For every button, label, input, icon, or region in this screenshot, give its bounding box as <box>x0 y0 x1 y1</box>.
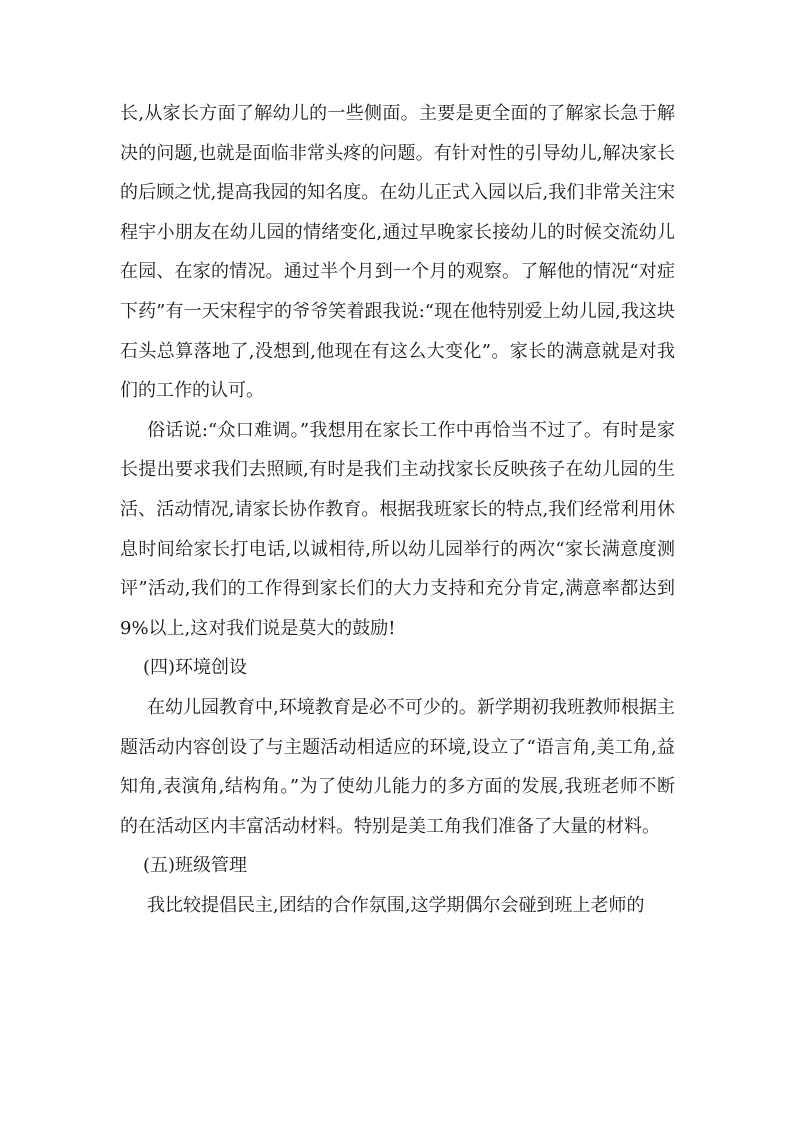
paragraph-environment: 在幼儿园教育中,环境教育是必不可少的。新学期初我班教师根据主题活动内容创设了与主题活动相适应的环境,设立了“语言角,美工角,益知角,表演角,结构角。”为了使幼儿能力的多方面的发展,我班老师不断的在活动区内丰富活动材料。特别是美工角我们准备了大量的材料。 <box>120 696 675 837</box>
section-heading-class-management: (五)班级管理 <box>143 855 248 877</box>
section-heading-environment: (四)环境创设 <box>143 657 248 679</box>
paragraph-parent-communication: 长,从家长方面了解幼儿的一些侧面。主要是更全面的了解家长急于解决的问题,也就是面临非常头疼的问题。有针对性的引导幼儿,解决家长的后顾之忧,提高我园的知名度。在幼儿正式入园以后,我们非常关注宋程宇小朋友在幼儿园的情绪变化,通过早晚家长接幼儿的时候交流幼儿在园、在家的情况。通过半个月到一个月的观察。了解他的情况“对症下药”有一天宋程宇的爷爷笑着跟我说:“现在他特别爱上幼儿园,我这块石头总算落地了,没想到,他现在有这么大变化”。家长的满意就是对我们的工作的认可。 <box>120 103 675 402</box>
paragraph-class-management: 我比较提倡民主,团结的合作氛围,这学期偶尔会碰到班上老师的 <box>147 894 645 916</box>
paragraph-parent-work: 俗话说:“众口难调。”我想用在家长工作中再恰当不过了。有时是家长提出要求我们去照顾,有时是我们主动找家长反映孩子在幼儿园的生活、活动情况,请家长协作教育。根据我班家长的特点,我们经常利用休息时间给家长打电话,以诚相待,所以幼儿园举行的两次“家长满意度测评”活动,我们的工作得到家长们的大力支持和充分肯定,满意率都达到9%以上,这对我们说是莫大的鼓励! <box>120 419 675 639</box>
document-body <box>120 94 675 925</box>
